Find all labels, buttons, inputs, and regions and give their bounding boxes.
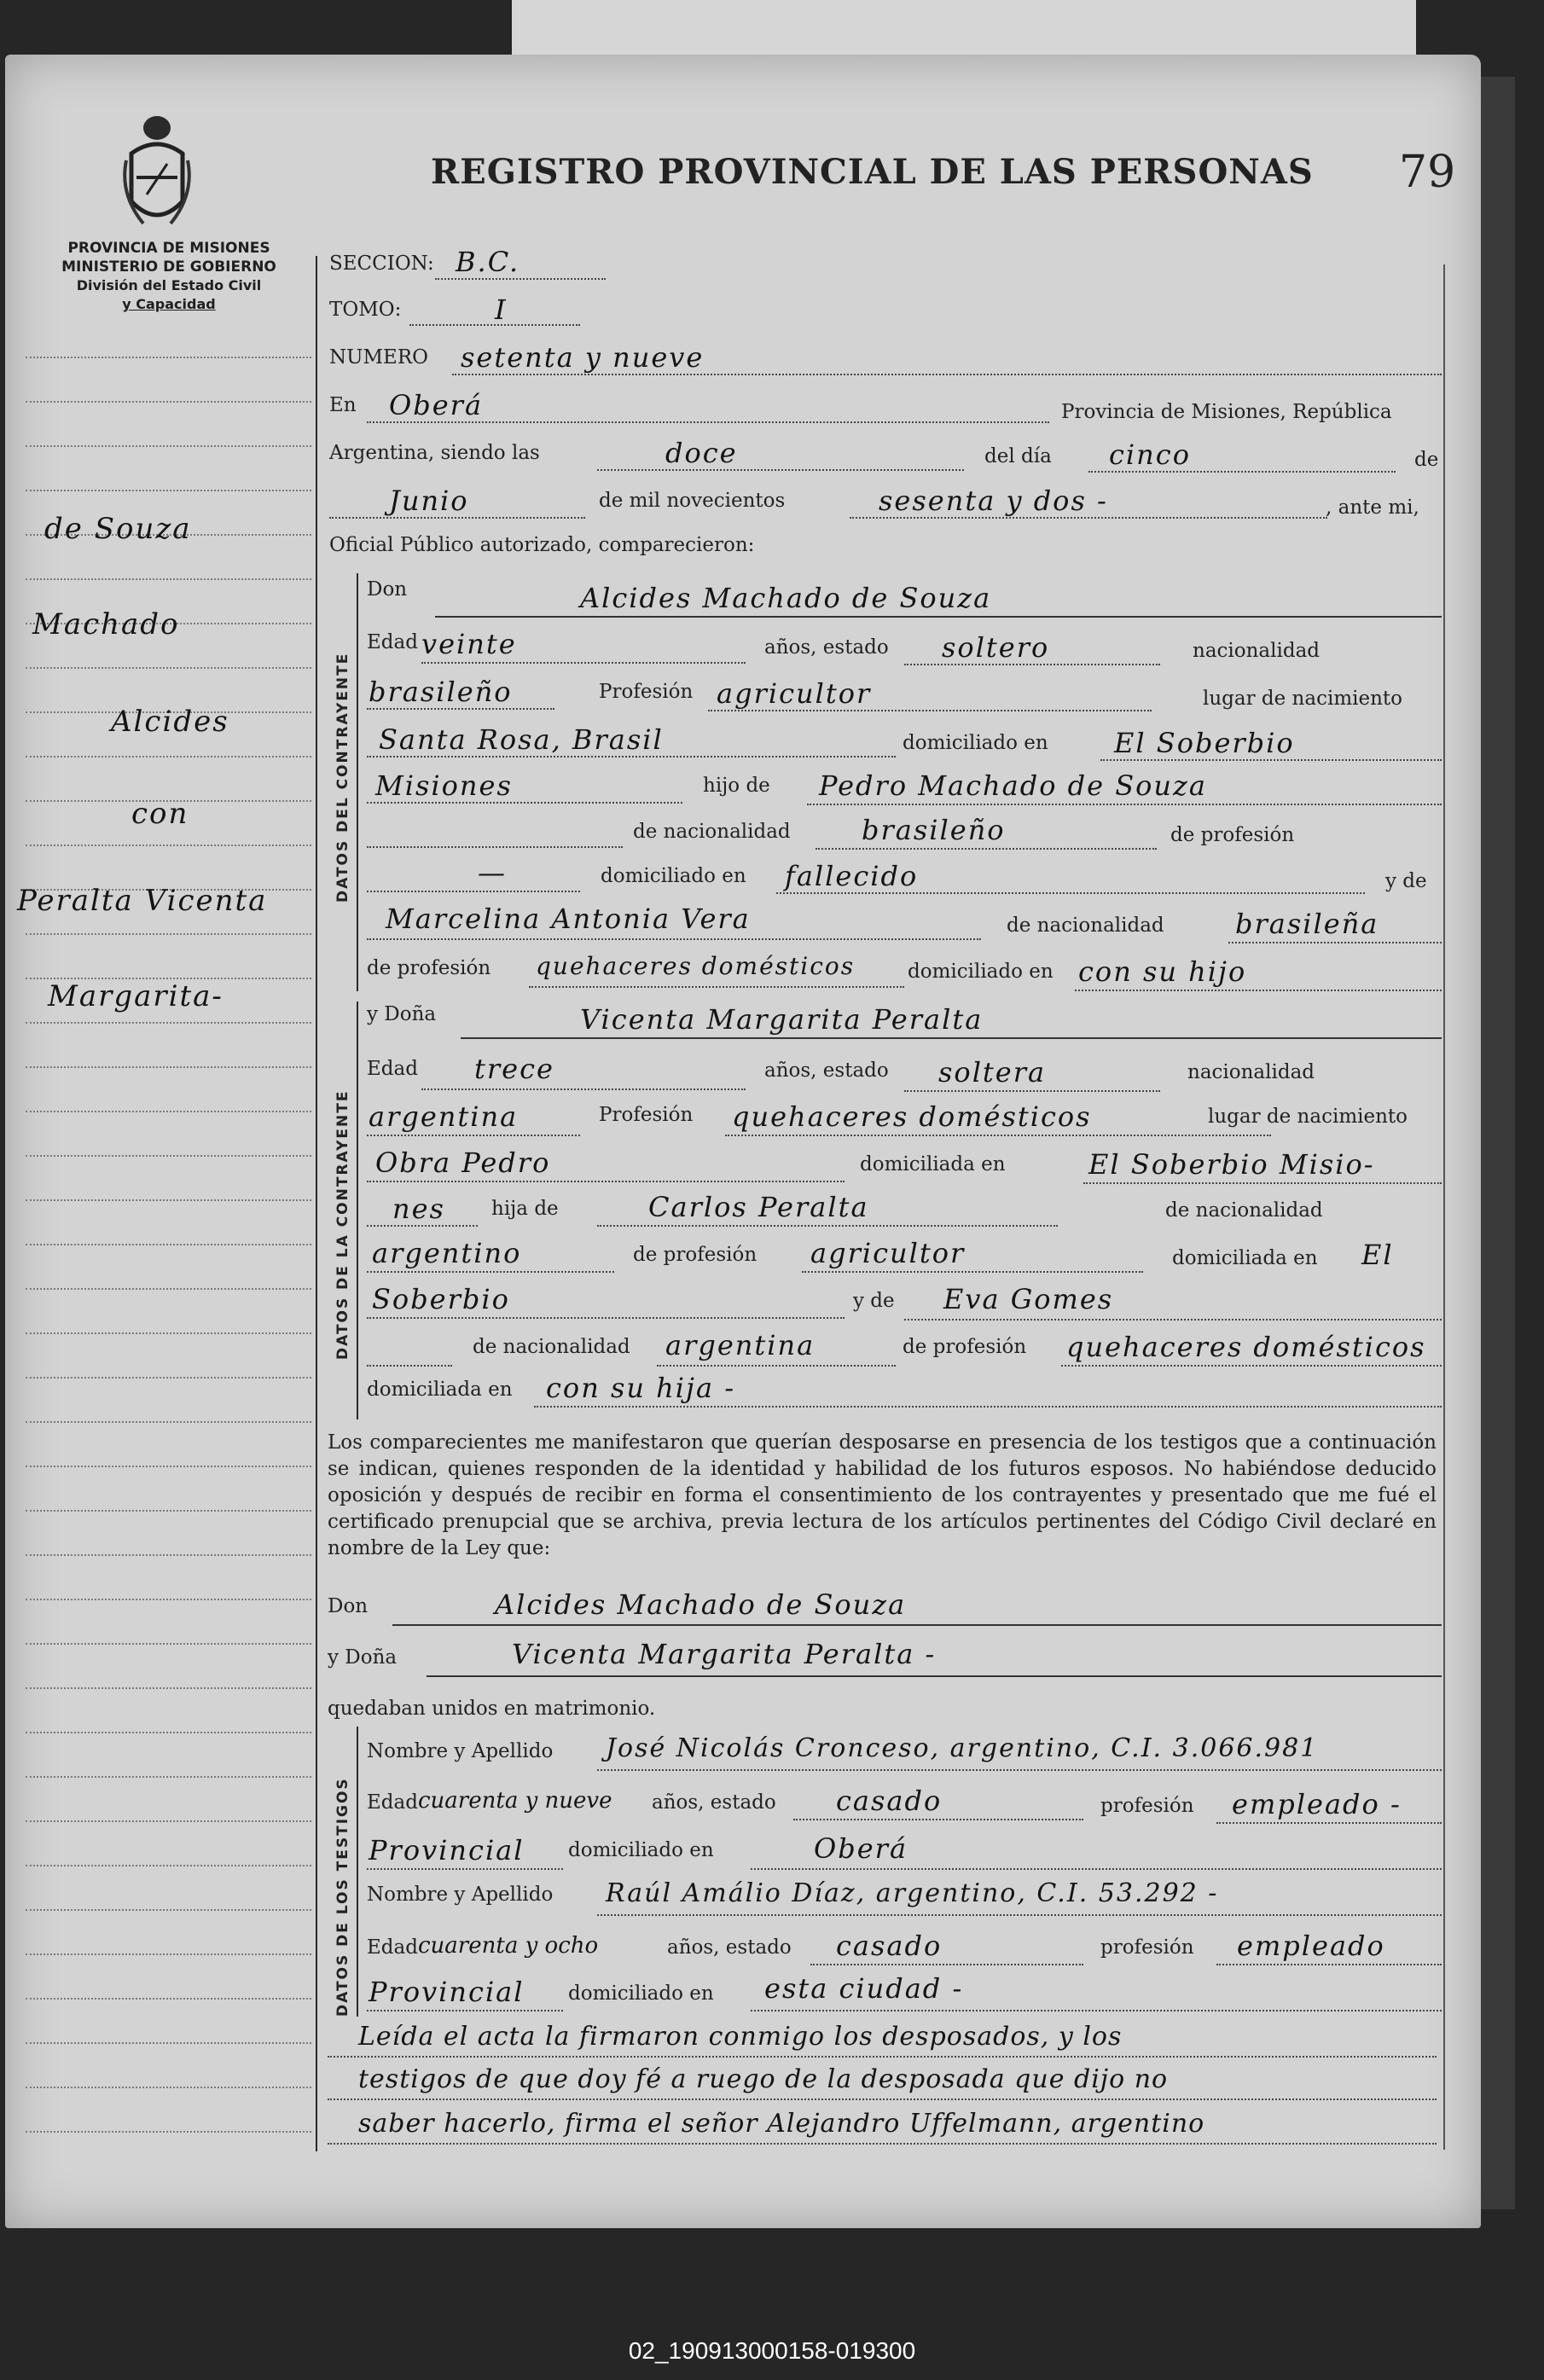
contrayente2-edad: trece	[474, 1053, 554, 1085]
t2-nombre: Raúl Amálio Díaz, argentino, C.I. 53.292 -	[606, 1878, 1219, 1908]
dia-value: cinco	[1109, 438, 1191, 471]
nacionalidad-label: nacionalidad	[1193, 640, 1321, 662]
decl-don-label: Don	[328, 1595, 369, 1617]
domiciliado-label: domiciliado en	[903, 732, 1048, 754]
contrayente-domicilio-cont: Misiones	[375, 769, 513, 802]
madre2-padre: Carlos Peralta	[648, 1191, 869, 1223]
anos-estado-label: años, estado	[764, 636, 889, 659]
y-de2-label: y de	[853, 1290, 895, 1312]
margin-note-5: Peralta Vicenta	[17, 884, 268, 918]
domiciliada2-label: domiciliada en	[860, 1153, 1006, 1175]
padre2-profesion: agricultor	[810, 1237, 966, 1269]
madre2-nacionalidad: argentina	[665, 1329, 816, 1361]
madre2-profesion: quehaceres domésticos	[1066, 1331, 1426, 1363]
padre-nac-label: de nacionalidad	[633, 821, 791, 843]
issuing-office	[24, 239, 314, 314]
contrayente2-lugar: Obra Pedro	[375, 1146, 551, 1179]
t2-estado-label: años, estado	[667, 1936, 792, 1959]
t1-domicilio-label: domiciliado en	[568, 1839, 714, 1861]
t1-edad-label: Edad	[367, 1791, 418, 1814]
numero-value: setenta y nueve	[461, 341, 705, 374]
madre-nacionalidad: brasileña	[1235, 908, 1379, 940]
profesion2-label: Profesión	[599, 1104, 694, 1126]
office-line-3: División del Estado Civil	[76, 277, 262, 293]
contrayente-domicilio: El Soberbio	[1114, 727, 1295, 759]
padre-nombre: Pedro Machado de Souza	[819, 769, 1207, 802]
office-line-2: MINISTERIO DE GOBIERNO	[61, 258, 276, 276]
margin-note-2: Machado	[32, 607, 180, 641]
closing-line-1: Leída el acta la firmaron conmigo los desposados, y los	[358, 2022, 1123, 2052]
margin-note-6: Margarita-	[48, 979, 223, 1013]
padre-domicilio: fallecido	[785, 860, 919, 892]
decl-dona-value: Vicenta Margarita Peralta -	[512, 1638, 937, 1670]
contrayente2-domicilio: El Soberbio Misio-	[1088, 1148, 1375, 1181]
edad-label: Edad	[367, 631, 418, 653]
ante-text: , ante mi,	[1326, 496, 1419, 519]
t2-profesion: empleado	[1237, 1930, 1385, 1962]
t2-profesion-cont: Provincial	[369, 1976, 525, 2008]
quedaban-text: quedaban unidos en matrimonio.	[328, 1698, 656, 1720]
madre-dom-label: domiciliado en	[908, 961, 1054, 983]
de-label: de	[1414, 449, 1439, 471]
t2-profesion-label: profesión	[1100, 1936, 1194, 1959]
tomo-value: I	[495, 293, 508, 326]
contrayente-bracket	[357, 573, 358, 991]
closing-line-2: testigos de que doy fé a ruego de la desposada que dijo no	[358, 2064, 1169, 2094]
office-line-1: PROVINCIA DE MISIONES	[67, 240, 270, 257]
madre2-prof-label: de profesión	[903, 1336, 1027, 1358]
t1-nombre-label: Nombre y Apellido	[367, 1740, 554, 1762]
contrayente-profesion: agricultor	[717, 677, 872, 710]
book-edge	[1481, 77, 1515, 2209]
contrayente-estado: soltero	[942, 631, 1050, 664]
y-de-label: y de	[1385, 870, 1427, 892]
anos-estado2-label: años, estado	[764, 1059, 889, 1082]
contrayente-nombre: Alcides Machado de Souza	[580, 582, 992, 614]
madre-nombre: Marcelina Antonia Vera	[386, 903, 751, 935]
nacionalidad2-label: nacionalidad	[1187, 1061, 1315, 1083]
contrayente2-section-label: DATOS DE LA CONTRAYENTE	[334, 1089, 351, 1360]
decl-don-value: Alcides Machado de Souza	[495, 1588, 907, 1621]
t2-estado: casado	[836, 1930, 943, 1962]
t1-domicilio: Oberá	[814, 1832, 908, 1865]
madre-domicilio: con su hijo	[1078, 955, 1247, 988]
padre-profesion: —	[478, 856, 507, 889]
profesion-label: Profesión	[599, 681, 694, 703]
padre2-dom-label: domiciliada en	[1172, 1247, 1318, 1269]
hijo-de-label: hijo de	[703, 775, 770, 797]
madre-prof-label: de profesión	[367, 957, 491, 979]
padre-nacionalidad: brasileño	[862, 814, 1006, 846]
mil-text: de mil novecientos	[599, 490, 786, 512]
padre2-nacionalidad: argentino	[372, 1237, 522, 1269]
madre2-nombre: Eva Gomes	[943, 1283, 1114, 1315]
contrayente-lugar: Santa Rosa, Brasil	[379, 723, 664, 756]
lugar2-label: lugar de nacimiento	[1201, 1106, 1408, 1128]
del-dia-label: del día	[984, 445, 1052, 467]
image-id-label: 02_190913000158-019300	[628, 2337, 916, 2364]
lugar-nacimiento-label: lugar de nacimiento	[1203, 688, 1402, 710]
closing-line-3: saber hacerlo, firma el señor Alejandro Uffelmann, argentino	[358, 2109, 1205, 2139]
argentina-text: Argentina, siendo las	[329, 442, 540, 464]
contrayente2-nacionalidad: argentina	[369, 1100, 519, 1133]
margin-note-3: Alcides	[111, 705, 229, 739]
t1-profesion: empleado -	[1232, 1788, 1402, 1820]
padre2-prof-label: de profesión	[633, 1244, 757, 1266]
contrayente2-bracket	[357, 1001, 358, 1419]
decl-dona-label: y Doña	[328, 1646, 398, 1669]
tomo-label: TOMO:	[329, 299, 402, 321]
t2-edad-label: Edad	[367, 1936, 418, 1959]
contrayente2-nombre: Vicenta Margarita Peralta	[580, 1003, 984, 1036]
hora-value: doce	[665, 437, 738, 469]
testigos-bracket	[357, 1727, 358, 2017]
padre-dom-label: domiciliado en	[601, 865, 746, 887]
contrayente2-domicilio-cont: nes	[392, 1193, 445, 1225]
madre2-nac-label: de nacionalidad	[473, 1336, 630, 1358]
margin-note-4: con	[131, 797, 189, 831]
t2-nombre-label: Nombre y Apellido	[367, 1884, 554, 1906]
en-label: En	[329, 394, 357, 416]
contrayente-edad: veinte	[421, 628, 517, 660]
anio-value: sesenta y dos -	[879, 485, 1108, 517]
seccion-label: SECCION:	[329, 253, 434, 275]
contrayente-nacionalidad: brasileño	[369, 676, 513, 708]
padre2-domicilio: El	[1361, 1239, 1394, 1271]
t2-edad: cuarenta y ocho	[418, 1933, 599, 1959]
madre2-dom-label: domiciliada en	[367, 1379, 513, 1401]
coat-of-arms-icon	[121, 109, 193, 237]
page-title: REGISTRO PROVINCIAL DE LAS PERSONAS	[431, 152, 1314, 192]
en-value: Oberá	[389, 389, 484, 421]
margin-divider	[316, 256, 317, 2151]
t2-domicilio-label: domiciliado en	[568, 1982, 714, 2005]
margin-note-1: de Souza	[44, 512, 192, 546]
page-number: 79	[1399, 147, 1456, 198]
don-label: Don	[367, 578, 408, 601]
provincia-text: Provincia de Misiones, República	[1061, 401, 1392, 423]
dona-label: y Doña	[367, 1003, 437, 1025]
t1-estado-label: años, estado	[652, 1791, 776, 1814]
right-border	[1443, 264, 1445, 2150]
hija-de-label: hija de	[491, 1198, 559, 1220]
t1-edad: cuarenta y nueve	[418, 1788, 612, 1814]
madre2-domicilio: con su hija -	[546, 1372, 735, 1404]
declaration-paragraph: Los comparecientes me manifestaron que querían desposarse en presencia de los testigos que a continuación se indican, quienes responden de la identidad y habilidad de los futuros esposos. No habiéndose deducido oposición y después de recibir en forma el consentimiento de los contrayentes y presentado que me fué el certificado prenupcial que se archiva, previa lectura de los artículos pertinentes del Código Civil declaré en nombre de la Ley que:	[328, 1431, 1437, 1559]
contrayente2-profesion: quehaceres domésticos	[732, 1100, 1092, 1133]
madre-profesion: quehaceres domésticos	[536, 952, 856, 980]
t1-profesion-label: profesión	[1100, 1795, 1194, 1817]
padre2-domicilio-cont: Soberbio	[372, 1283, 510, 1315]
t1-profesion-cont: Provincial	[369, 1834, 525, 1866]
oficial-text: Oficial Público autorizado, comparecieron:	[329, 534, 755, 556]
numero-label: NUMERO	[329, 346, 429, 369]
padre2-nac-label: de nacionalidad	[1165, 1199, 1323, 1222]
edad2-label: Edad	[367, 1058, 418, 1080]
padre-prof-label: de profesión	[1170, 824, 1295, 846]
t2-domicilio: esta ciudad -	[764, 1972, 964, 2005]
mes-value: Junio	[389, 485, 469, 517]
madre-nac-label: de nacionalidad	[1007, 914, 1164, 937]
t1-nombre: José Nicolás Cronceso, argentino, C.I. 3.066.981	[606, 1733, 1319, 1763]
contrayente-section-label: DATOS DEL CONTRAYENTE	[334, 652, 351, 903]
testigos-section-label: DATOS DE LOS TESTIGOS	[334, 1777, 351, 2017]
contrayente2-estado: soltera	[938, 1056, 1047, 1088]
t1-estado: casado	[836, 1785, 943, 1817]
seccion-value: B.C.	[456, 246, 520, 278]
office-line-4: y Capacidad	[122, 296, 216, 312]
